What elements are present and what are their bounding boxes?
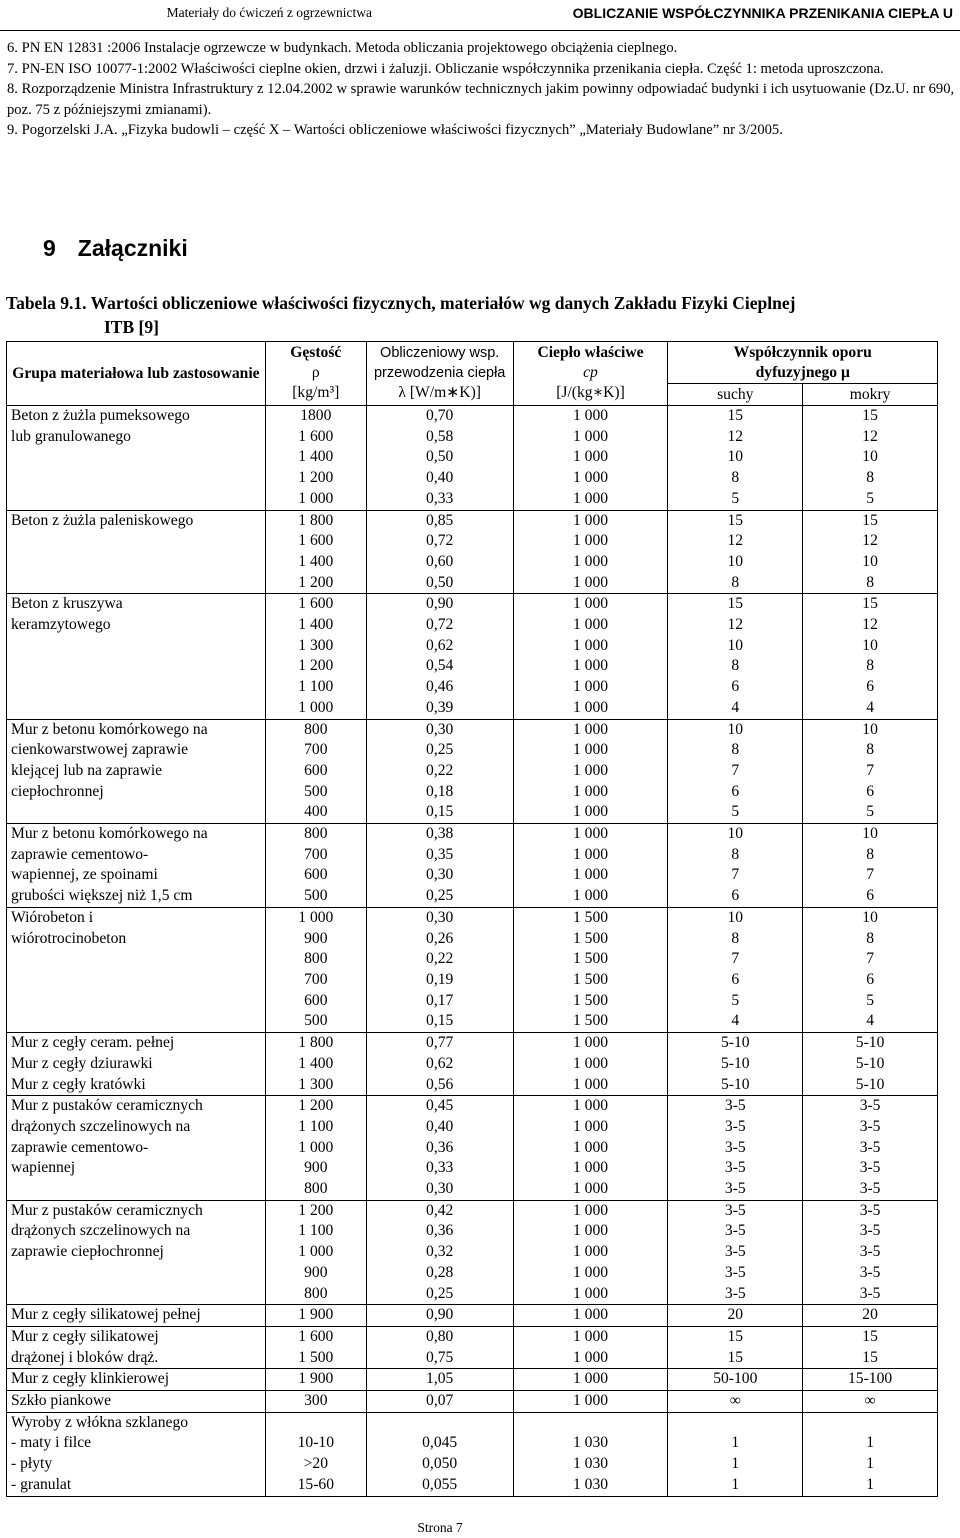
material-group: Beton z żużla pumeksowego lub granulowanego — [7, 406, 266, 511]
diffusion-dry-values: 20 — [668, 1305, 803, 1327]
table-caption-line: Tabela 9.1. Wartości obliczeniowe właściwości fizycznych, materiałów wg danych Zakładu Fizyki Cieplnej — [6, 293, 796, 313]
conductivity-values: 0,30 0,26 0,22 0,19 0,17 0,15 — [366, 907, 513, 1032]
table-row — [7, 719, 938, 824]
table-row — [7, 1305, 938, 1327]
density-values: 300 — [265, 1391, 366, 1413]
header-group: Grupa materiałowa lub zastosowanie — [7, 342, 266, 406]
table-row — [7, 1033, 938, 1096]
section-heading — [43, 235, 188, 262]
conductivity-values: 0,90 — [366, 1305, 513, 1327]
diffusion-dry-values: 10 8 7 6 5 4 — [668, 907, 803, 1032]
density-values: 1800 1 600 1 400 1 200 1 000 — [265, 406, 366, 511]
specific-heat-values: 1 000 1 000 1 000 — [513, 1033, 668, 1096]
specific-heat-values: 1 000 1 000 1 000 1 000 — [513, 510, 668, 594]
conductivity-values: 1,05 — [366, 1369, 513, 1391]
header-specific-heat: Ciepło właściwe cp [J/(kg∗K)] — [513, 342, 668, 406]
header-wet: mokry — [803, 384, 938, 406]
material-group: Beton z żużla paleniskowego — [7, 510, 266, 594]
material-group: Szkło piankowe — [7, 1391, 266, 1413]
diffusion-wet-values: 15 12 10 8 6 4 — [803, 594, 938, 719]
density-values: 1 200 1 100 1 000 900 800 — [265, 1200, 366, 1305]
density-values: 10-10 >20 15-60 — [265, 1412, 366, 1496]
diffusion-dry-values: 15 12 10 8 — [668, 510, 803, 594]
conductivity-values: 0,30 0,25 0,22 0,18 0,15 — [366, 719, 513, 824]
conductivity-values: 0,07 — [366, 1391, 513, 1413]
density-values: 1 600 1 500 — [265, 1326, 366, 1368]
diffusion-dry-values: 50-100 — [668, 1369, 803, 1391]
specific-heat-values: 1 000 1 000 1 000 1 000 — [513, 824, 668, 908]
table-row — [7, 510, 938, 594]
diffusion-dry-values: 1 1 1 — [668, 1412, 803, 1496]
diffusion-wet-values: 10 8 7 6 5 — [803, 719, 938, 824]
table-caption-line: ITB [9] — [104, 317, 159, 337]
table-row — [7, 406, 938, 511]
header-diffusion: Współczynnik oporu dyfuzyjnego μ — [668, 342, 938, 384]
page-header — [0, 0, 960, 30]
table-row — [7, 1326, 938, 1368]
material-group: Wiórobeton i wiórotrocinobeton — [7, 907, 266, 1032]
density-values: 800 700 600 500 400 — [265, 719, 366, 824]
specific-heat-values: 1 000 1 000 1 000 1 000 1 000 — [513, 719, 668, 824]
density-values: 1 900 — [265, 1305, 366, 1327]
header-chapter-title: OBLICZANIE WSPÓŁCZYNNIKA PRZENIKANIA CIEPŁA U — [572, 5, 953, 21]
density-values: 800 700 600 500 — [265, 824, 366, 908]
header-rule — [0, 30, 960, 31]
specific-heat-values: 1 030 1 030 1 030 — [513, 1412, 668, 1496]
references-list — [7, 38, 955, 141]
material-group: Mur z pustaków ceramicznych drążonych szczelinowych na zaprawie ciepłochronnej — [7, 1200, 266, 1305]
diffusion-wet-values: 20 — [803, 1305, 938, 1327]
diffusion-dry-values: 10 8 7 6 — [668, 824, 803, 908]
reference-item: 7. PN-EN ISO 10077-1:2002 Właściwości cieplne okien, drzwi i żaluzji. Obliczanie współczynnika przenikania ciepła. Część 1: metoda uproszczona. — [7, 60, 884, 77]
material-group: Mur z cegły silikatowej drążonej i bloków drąż. — [7, 1326, 266, 1368]
specific-heat-values: 1 000 1 000 — [513, 1326, 668, 1368]
diffusion-dry-values: 5-10 5-10 5-10 — [668, 1033, 803, 1096]
material-group: Mur z cegły ceram. pełnej Mur z cegły dziurawki Mur z cegły kratówki — [7, 1033, 266, 1096]
diffusion-wet-values: 3-5 3-5 3-5 3-5 3-5 — [803, 1096, 938, 1201]
specific-heat-values: 1 000 1 000 1 000 1 000 1 000 — [513, 1096, 668, 1201]
density-values: 1 900 — [265, 1369, 366, 1391]
material-group: Beton z kruszywa keramzytowego — [7, 594, 266, 719]
conductivity-values: 0,38 0,35 0,30 0,25 — [366, 824, 513, 908]
materials-table-body — [7, 406, 938, 1497]
conductivity-values: 0,80 0,75 — [366, 1326, 513, 1368]
reference-item: 6. PN EN 12831 :2006 Instalacje ogrzewcze w budynkach. Metoda obliczania projektowego obciążenia cieplnego. — [7, 40, 678, 56]
diffusion-wet-values: 15 15 — [803, 1326, 938, 1368]
specific-heat-values: 1 000 1 000 1 000 1 000 1 000 — [513, 1200, 668, 1305]
diffusion-wet-values: ∞ — [803, 1391, 938, 1413]
header-conductivity: Obliczeniowy wsp. przewodzenia ciepła λ [W/m∗K)] — [366, 342, 513, 406]
material-group: Mur z pustaków ceramicznych drążonych szczelinowych na zaprawie cementowo- wapiennej — [7, 1096, 266, 1201]
specific-heat-values: 1 000 — [513, 1369, 668, 1391]
material-group: Mur z betonu komórkowego na zaprawie cementowo- wapiennej, ze spoinami grubości większej niż 1,5 cm — [7, 824, 266, 908]
material-group: Mur z betonu komórkowego na cienkowarstwowej zaprawie klejącej lub na zaprawie ciepłochronnej — [7, 719, 266, 824]
diffusion-wet-values: 1 1 1 — [803, 1412, 938, 1496]
section-title: Załączniki — [77, 235, 188, 261]
diffusion-dry-values: 3-5 3-5 3-5 3-5 3-5 — [668, 1096, 803, 1201]
diffusion-wet-values: 3-5 3-5 3-5 3-5 3-5 — [803, 1200, 938, 1305]
diffusion-dry-values: 15 15 — [668, 1326, 803, 1368]
table-row — [7, 1369, 938, 1391]
diffusion-wet-values: 15 12 10 8 — [803, 510, 938, 594]
diffusion-wet-values: 15-100 — [803, 1369, 938, 1391]
density-values: 1 200 1 100 1 000 900 800 — [265, 1096, 366, 1201]
table-row — [7, 907, 938, 1032]
table-row — [7, 594, 938, 719]
diffusion-dry-values: 15 12 10 8 5 — [668, 406, 803, 511]
table-row — [7, 1200, 938, 1305]
density-values: 1 600 1 400 1 300 1 200 1 100 1 000 — [265, 594, 366, 719]
diffusion-wet-values: 15 12 10 8 5 — [803, 406, 938, 511]
diffusion-wet-values: 5-10 5-10 5-10 — [803, 1033, 938, 1096]
table-row — [7, 1096, 938, 1201]
header-course-title: Materiały do ćwiczeń z ogrzewnictwa — [166, 5, 372, 20]
table-row — [7, 1412, 938, 1496]
conductivity-values: 0,77 0,62 0,56 — [366, 1033, 513, 1096]
density-values: 1 000 900 800 700 600 500 — [265, 907, 366, 1032]
conductivity-values: 0,42 0,36 0,32 0,28 0,25 — [366, 1200, 513, 1305]
specific-heat-values: 1 000 1 000 1 000 1 000 1 000 1 000 — [513, 594, 668, 719]
reference-item: 9. Pogorzelski J.A. „Fizyka budowli – część X – Wartości obliczeniowe właściwości fizycznych” „Materiały Budowlane” nr 3/2005. — [7, 122, 783, 139]
section-number: 9 — [43, 235, 56, 261]
page-footer — [0, 1520, 960, 1536]
diffusion-dry-values: ∞ — [668, 1391, 803, 1413]
materials-table — [6, 341, 938, 1497]
material-group: Wyroby z włókna szklanego - maty i filce - płyty - granulat — [7, 1412, 266, 1496]
specific-heat-values: 1 000 — [513, 1391, 668, 1413]
page-number: Strona 7 — [417, 1520, 463, 1535]
specific-heat-values: 1 000 1 000 1 000 1 000 1 000 — [513, 406, 668, 511]
conductivity-values: 0,045 0,050 0,055 — [366, 1412, 513, 1496]
specific-heat-values: 1 500 1 500 1 500 1 500 1 500 1 500 — [513, 907, 668, 1032]
specific-heat-values: 1 000 — [513, 1305, 668, 1327]
density-values: 1 800 1 400 1 300 — [265, 1033, 366, 1096]
density-values: 1 800 1 600 1 400 1 200 — [265, 510, 366, 594]
diffusion-dry-values: 3-5 3-5 3-5 3-5 3-5 — [668, 1200, 803, 1305]
header-density: Gęstość ρ [kg/m³] — [265, 342, 366, 406]
conductivity-values: 0,45 0,40 0,36 0,33 0,30 — [366, 1096, 513, 1201]
diffusion-dry-values: 10 8 7 6 5 — [668, 719, 803, 824]
conductivity-values: 0,70 0,58 0,50 0,40 0,33 — [366, 406, 513, 511]
conductivity-values: 0,85 0,72 0,60 0,50 — [366, 510, 513, 594]
reference-item: 8. Rozporządzenie Ministra Infrastruktury z 12.04.2002 w sprawie warunków technicznych jakim powinny odpowiadać budynki i ich usytuowanie (Dz.U. nr 690, poz. 75 z późniejszymi zmianami). — [7, 81, 955, 118]
table-caption — [6, 291, 956, 339]
table-row — [7, 824, 938, 908]
material-group: Mur z cegły klinkierowej — [7, 1369, 266, 1391]
table-row — [7, 1391, 938, 1413]
diffusion-wet-values: 10 8 7 6 5 4 — [803, 907, 938, 1032]
diffusion-wet-values: 10 8 7 6 — [803, 824, 938, 908]
material-group: Mur z cegły silikatowej pełnej — [7, 1305, 266, 1327]
diffusion-dry-values: 15 12 10 8 6 4 — [668, 594, 803, 719]
conductivity-values: 0,90 0,72 0,62 0,54 0,46 0,39 — [366, 594, 513, 719]
header-dry: suchy — [668, 384, 803, 406]
